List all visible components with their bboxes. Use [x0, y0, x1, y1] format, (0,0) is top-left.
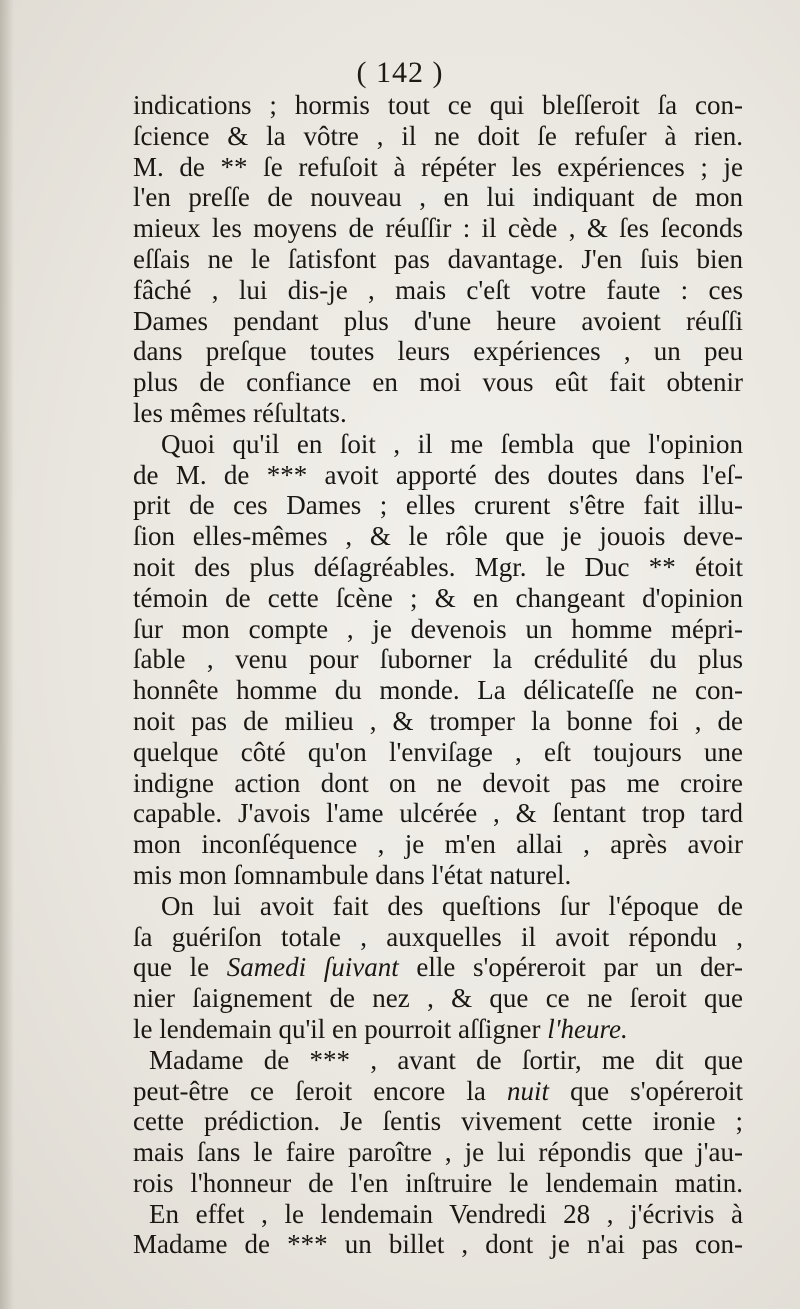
- text-segment: que s'opéreroit: [548, 1075, 744, 1106]
- italic-phrase: nuit: [506, 1075, 549, 1106]
- text-line: noit pas de milieu , & tromper la bonne foi , de: [133, 705, 743, 736]
- text-line: mais ſans le faire paroître , je lui répondis que j'au-: [133, 1137, 743, 1168]
- text-line: Madame de *** un billet , dont je n'ai pas con-: [133, 1229, 743, 1260]
- text-line: Dames pendant plus d'une heure avoient réuſſi: [133, 305, 743, 336]
- text-line: indications ; hormis tout ce qui bleſſeroit ſa con-: [133, 90, 743, 120]
- text-line: ſcience & la vôtre , il ne doit ſe refuſer à rien.: [133, 120, 743, 151]
- text-line: honnête homme du monde. La délicateſſe ne con-: [133, 675, 743, 706]
- text-line: En effet , le lendemain Vendredi 28 , j'écrivis à: [149, 1198, 743, 1229]
- text-line: dans preſque toutes leurs expériences , un peu: [133, 336, 743, 367]
- body-text: [133, 90, 743, 1260]
- text-segment: que le: [133, 952, 227, 983]
- text-line: M. de ** ſe refuſoit à répéter les expériences ; je: [133, 151, 743, 182]
- text-line: [133, 1076, 743, 1107]
- text-line: capable. J'avois l'ame ulcérée , & ſentant trop tard: [133, 798, 743, 829]
- text-line: prit de ces Dames ; elles crurent s'être fait illu-: [133, 490, 743, 521]
- text-line: eſſais ne le ſatisfont pas davantage. J'en ſuis bien: [133, 243, 743, 274]
- text-line: Madame de *** , avant de ſortir, me dit que: [149, 1044, 743, 1075]
- text-segment: peut-être ce ſeroit encore la: [133, 1075, 507, 1106]
- text-segment: le lendemain qu'il en pourroit aſſigner: [133, 1013, 548, 1044]
- text-line: fâché , lui dis-je , mais c'eſt votre faute : ces: [133, 274, 743, 305]
- text-line: On lui avoit fait des queſtions ſur l'époque de: [161, 890, 743, 921]
- text-line: ſable , venu pour ſuborner la crédulité du plus: [133, 644, 743, 675]
- text-line: mis mon ſomnambule dans l'état naturel.: [133, 859, 572, 890]
- text-line: [133, 1014, 743, 1045]
- text-line: témoin de cette ſcène ; & en changeant d'opinion: [133, 582, 743, 613]
- text-line: nier ſaignement de nez , & que ce ne ſeroit que: [133, 983, 743, 1014]
- text-line: indigne action dont on ne devoit pas me croire: [133, 767, 743, 798]
- text-line: mon inconſéquence , je m'en allai , après avoir: [133, 829, 743, 860]
- text-line: noit des plus déſagréables. Mgr. le Duc ** étoit: [133, 551, 743, 582]
- text-line: de M. de *** avoit apporté des doutes dans l'eſ-: [133, 459, 743, 490]
- text-line: ſa guériſon totale , auxquelles il avoit répondu ,: [133, 921, 743, 952]
- text-line: [133, 952, 743, 983]
- italic-phrase: l'heure.: [547, 1013, 628, 1044]
- text-line: les mêmes réſultats.: [133, 397, 347, 428]
- text-line: l'en preſſe de nouveau , en lui indiquant de mon: [133, 182, 743, 213]
- page-number: ( 142 ): [356, 56, 444, 89]
- text-line: mieux les moyens de réuſſir : il cède , & ſes ſeconds: [133, 213, 743, 244]
- binding-shadow: [0, 0, 14, 1309]
- text-line: rois l'honneur de l'en inſtruire le lendemain matin.: [133, 1167, 743, 1198]
- text-line: ſion elles-mêmes , & le rôle que je jouois deve-: [133, 521, 743, 552]
- text-line: cette prédiction. Je ſentis vivement cette ironie ;: [133, 1106, 743, 1137]
- text-segment: elle s'opéreroit par un der-: [398, 952, 743, 983]
- italic-phrase: Samedi ſuivant: [226, 952, 399, 983]
- text-line: plus de confiance en moi vous eût fait obtenir: [133, 367, 743, 398]
- text-line: Quoi qu'il en ſoit , il me ſembla que l'opinion: [161, 428, 743, 459]
- text-line: quelque côté qu'on l'enviſage , eſt toujours une: [133, 736, 743, 767]
- text-line: ſur mon compte , je devenois un homme mépri-: [133, 613, 743, 644]
